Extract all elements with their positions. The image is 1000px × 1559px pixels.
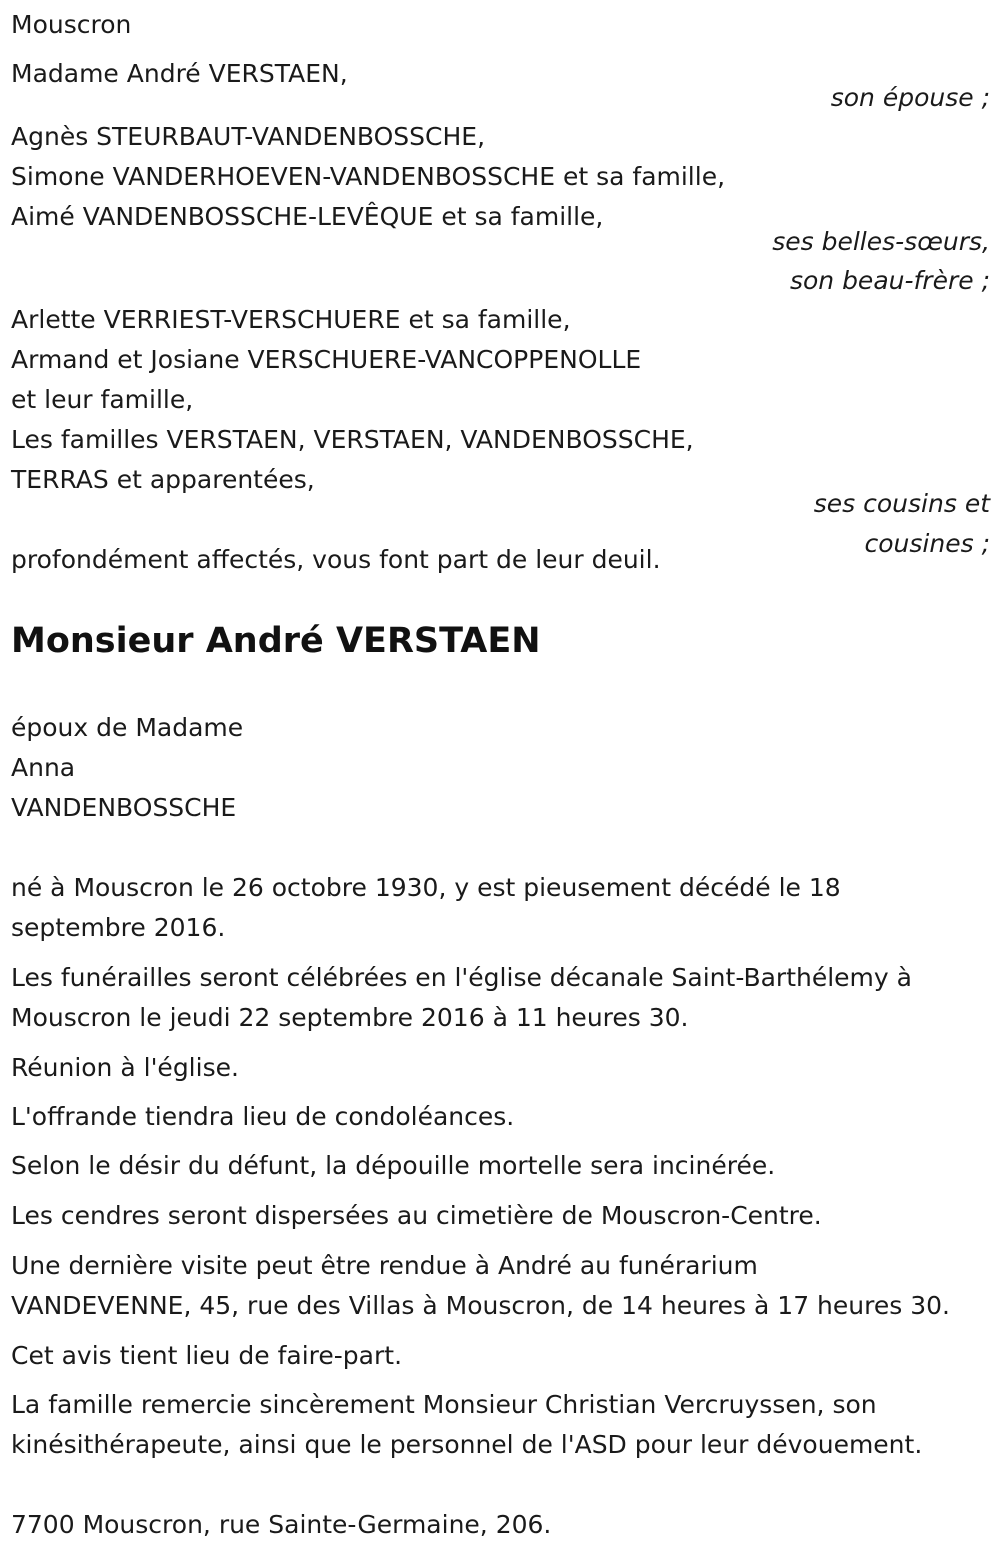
paragraph-funeral: Les funérailles seront célébrées en l'église décanale Saint-Barthélemy à bbox=[11, 963, 912, 992]
paragraph-birth-death: septembre 2016. bbox=[11, 913, 226, 942]
paragraph-visit: VANDEVENNE, 45, rue des Villas à Mouscron, de 14 heures à 17 heures 30. bbox=[11, 1291, 950, 1320]
family-member: Arlette VERRIEST-VERSCHUERE et sa famille, bbox=[11, 305, 571, 334]
spouse-line: Anna bbox=[11, 753, 76, 782]
family-member: TERRAS et apparentées, bbox=[11, 465, 315, 494]
paragraph-offering: L'offrande tiendra lieu de condoléances. bbox=[11, 1102, 515, 1131]
family-member: Aimé VANDENBOSSCHE-LEVÊQUE et sa famille, bbox=[11, 202, 604, 231]
paragraph-thanks: La famille remercie sincèrement Monsieur Christian Vercruyssen, son bbox=[11, 1390, 877, 1419]
paragraph-ashes: Les cendres seront dispersées au cimetière de Mouscron-Centre. bbox=[11, 1201, 822, 1230]
paragraph-cremation: Selon le désir du défunt, la dépouille mortelle sera incinérée. bbox=[11, 1151, 776, 1180]
spouse-line: époux de Madame bbox=[11, 713, 244, 742]
deceased-name: Monsieur André VERSTAEN bbox=[11, 621, 541, 661]
family-member: Armand et Josiane VERSCHUERE-VANCOPPENOLLE bbox=[11, 345, 642, 374]
paragraph-notice: Cet avis tient lieu de faire-part. bbox=[11, 1341, 403, 1370]
spouse-name: Madame André VERSTAEN, bbox=[11, 59, 348, 88]
relation-in-laws: son beau-frère ; bbox=[789, 266, 990, 295]
paragraph-visit: Une dernière visite peut être rendue à André au funérarium bbox=[11, 1251, 758, 1280]
city-heading: Mouscron bbox=[11, 10, 132, 39]
relation-in-laws: ses belles-sœurs, bbox=[772, 227, 990, 256]
paragraph-meeting: Réunion à l'église. bbox=[11, 1053, 239, 1082]
relation-cousins: ses cousins et bbox=[813, 489, 990, 518]
spouse-line: VANDENBOSSCHE bbox=[11, 793, 237, 822]
paragraph-thanks: kinésithérapeute, ainsi que le personnel de l'ASD pour leur dévouement. bbox=[11, 1430, 923, 1459]
relation-cousins: cousines ; bbox=[864, 529, 990, 558]
family-member: Les familles VERSTAEN, VERSTAEN, VANDENBOSSCHE, bbox=[11, 425, 694, 454]
paragraph-funeral: Mouscron le jeudi 22 septembre 2016 à 11 heures 30. bbox=[11, 1003, 689, 1032]
family-member: Agnès STEURBAUT-VANDENBOSSCHE, bbox=[11, 122, 486, 151]
paragraph-birth-death: né à Mouscron le 26 octobre 1930, y est pieusement décédé le 18 bbox=[11, 873, 841, 902]
address: 7700 Mouscron, rue Sainte-Germaine, 206. bbox=[11, 1510, 552, 1539]
mourning-statement: profondément affectés, vous font part de leur deuil. bbox=[11, 545, 661, 574]
relation-spouse: son épouse ; bbox=[830, 83, 990, 112]
family-member: Simone VANDERHOEVEN-VANDENBOSSCHE et sa famille, bbox=[11, 162, 726, 191]
family-member: et leur famille, bbox=[11, 385, 194, 414]
